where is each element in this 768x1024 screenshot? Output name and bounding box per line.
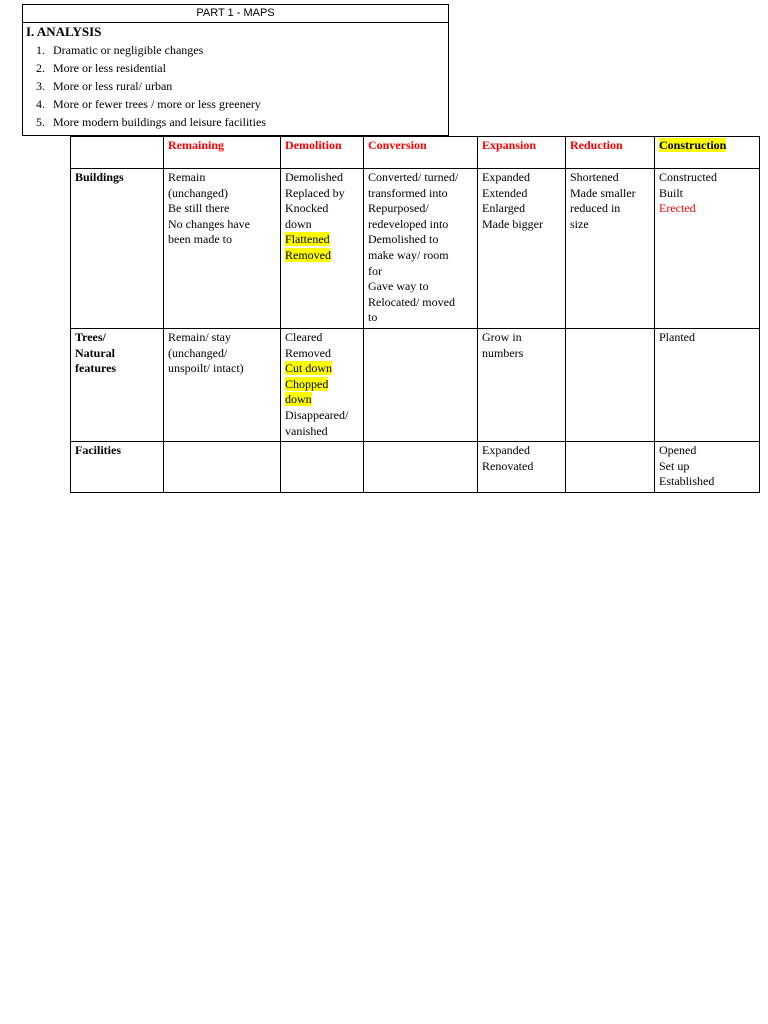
cell-line: Replaced by [285, 185, 345, 200]
analysis-item: 5. More modern buildings and leisure facilities [36, 115, 266, 129]
cell-line: Renovated [482, 458, 534, 473]
cell-line: Cleared [285, 329, 323, 344]
cell-line: Demolished to [368, 232, 439, 247]
cell-line: (unchanged) [168, 185, 228, 200]
analysis-item: 2. More or less residential [36, 61, 166, 75]
cell-line: Made bigger [482, 216, 543, 231]
cell-line: size [570, 216, 589, 231]
cell-line: Removed [285, 345, 331, 360]
header-cell-expansion: Expansion [478, 137, 566, 169]
cell-line: features [75, 361, 117, 376]
header-box [22, 4, 449, 136]
cell-line: Flattened [285, 232, 330, 247]
cell-line: Cut down [285, 361, 333, 376]
vocabulary-table [70, 136, 760, 493]
cell-line: Constructed [659, 170, 717, 184]
cell-line: Demolished [285, 170, 343, 184]
cell-trees-conversion [364, 328, 478, 441]
cell-line: Set up [659, 458, 690, 473]
table-row [71, 169, 760, 329]
cell-line: make way/ room [368, 247, 449, 262]
cell-line: for [368, 263, 382, 278]
table-row [71, 328, 760, 441]
cell-buildings-conversion [364, 169, 478, 329]
cell-line: Gave way to [368, 279, 429, 294]
cell-buildings-demolition [281, 169, 364, 329]
row-label-trees [71, 328, 164, 441]
cell-line: Disappeared/ [285, 407, 349, 422]
cell-buildings-construction: Constructed Built Erected [655, 169, 760, 329]
analysis-heading: I. ANALYSIS [26, 24, 102, 39]
cell-trees-expansion [478, 328, 566, 441]
cell-line: unspoilt/ intact) [168, 361, 244, 376]
cell-line: numbers [482, 345, 524, 360]
cell-line: Built [659, 185, 684, 200]
analysis-list [23, 41, 448, 131]
cell-line: Made smaller [570, 185, 636, 200]
analysis-item: 1. Dramatic or negligible changes [36, 43, 204, 57]
cell-line: Repurposed/ [368, 201, 429, 216]
cell-facilities-expansion [478, 442, 566, 493]
cell-line: Extended [482, 185, 528, 200]
cell-trees-reduction [566, 328, 655, 441]
cell-buildings-expansion [478, 169, 566, 329]
cell-line: redeveloped into [368, 216, 449, 231]
cell-line: Trees/ [75, 329, 106, 344]
table-header-row [71, 137, 760, 169]
cell-line: Remain/ stay [168, 329, 231, 344]
cell-line: Chopped [285, 376, 329, 391]
cell-line: Opened [659, 443, 697, 458]
cell-facilities-construction [655, 442, 760, 493]
cell-facilities-remaining [164, 442, 281, 493]
cell-line: Relocated/ moved [368, 294, 455, 309]
cell-line: Shortened [570, 170, 619, 184]
header-cell-conversion: Conversion [364, 137, 478, 169]
header-cell-construction: Construction [655, 137, 760, 169]
cell-line: been made to [168, 232, 232, 247]
cell-line: Grow in [482, 329, 522, 344]
cell-line: Established [659, 474, 715, 489]
cell-trees-demolition [281, 328, 364, 441]
cell-line: Converted/ turned/ [368, 170, 459, 184]
header-cell-empty [71, 137, 164, 169]
row-label-buildings: Buildings [71, 169, 164, 329]
cell-line: No changes have [168, 216, 250, 231]
cell-trees-remaining [164, 328, 281, 441]
analysis-item: 4. More or fewer trees / more or less greenery [36, 97, 261, 111]
cell-line: transformed into [368, 185, 448, 200]
analysis-item: 3. More or less rural/ urban [36, 79, 173, 93]
table-row [71, 442, 760, 493]
cell-line: vanished [285, 423, 328, 438]
header-cell-remaining: Remaining [164, 137, 281, 169]
cell-line: Knocked [285, 201, 329, 216]
header-cell-demolition: Demolition [281, 137, 364, 169]
cell-line: Enlarged [482, 201, 526, 216]
cell-line: Planted [659, 329, 695, 344]
cell-line: down [285, 392, 312, 407]
part-title: PART 1 - MAPS [23, 5, 448, 23]
cell-buildings-reduction [566, 169, 655, 329]
cell-line: Remain [168, 170, 206, 184]
cell-line: Removed [285, 247, 331, 262]
cell-line: Expanded [482, 170, 530, 184]
cell-line: Expanded [482, 443, 530, 458]
cell-facilities-demolition [281, 442, 364, 493]
cell-facilities-reduction [566, 442, 655, 493]
cell-line: reduced in [570, 201, 621, 216]
row-label-facilities: Facilities [71, 442, 164, 493]
cell-trees-construction [655, 328, 760, 441]
header-cell-reduction: Reduction [566, 137, 655, 169]
cell-line: Be still there [168, 201, 230, 216]
cell-line: (unchanged/ [168, 345, 228, 360]
cell-buildings-remaining [164, 169, 281, 329]
cell-facilities-conversion [364, 442, 478, 493]
cell-line: Natural [75, 345, 115, 360]
cell-line: down [285, 216, 312, 231]
cell-line: to [368, 310, 378, 325]
